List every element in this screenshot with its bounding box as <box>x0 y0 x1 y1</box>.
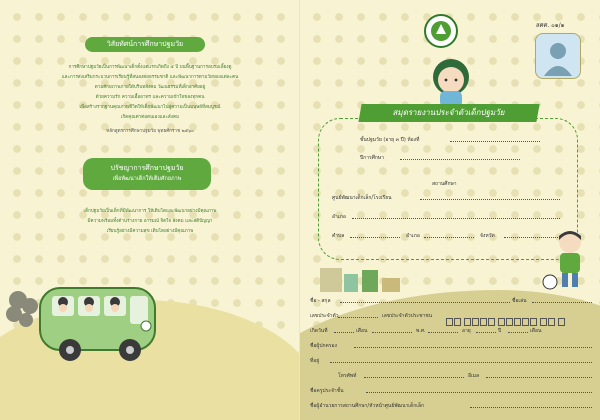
teacher-line[interactable] <box>366 392 592 393</box>
district-label: อำเภอ <box>332 214 346 220</box>
school-info-box <box>318 118 578 260</box>
subdistrict-line[interactable] <box>350 237 400 238</box>
birth-month-line[interactable] <box>372 332 412 333</box>
birth-month-label: เดือน <box>356 328 368 334</box>
birth-year-line[interactable] <box>428 332 458 333</box>
philosophy-subtitle: เพื่อพัฒนาเด็กให้เต็มศักยภาพ <box>112 176 182 182</box>
girl-illustration <box>428 55 474 107</box>
age-label: อายุ <box>462 328 471 334</box>
director-label: ชื่อผู้อำนวยการสถานศึกษา/หัวหน้าศูนย์พัฒนาเด็กเล็ก <box>310 403 425 409</box>
address-label: ที่อยู่ <box>310 358 320 364</box>
philosophy-title: ปรัชญาการศึกษาปฐมวัย <box>110 164 184 172</box>
guardian-label: ชื่อผู้ปกครอง <box>310 343 338 349</box>
bus-illustration <box>0 270 170 370</box>
district-line[interactable] <box>352 218 560 219</box>
document-code: สศศ. ๐๑/๑ <box>536 22 565 29</box>
exhaust-smoke <box>6 291 38 327</box>
email-label: อีเมล <box>468 373 480 379</box>
birth-year-label: พ.ศ. <box>416 328 426 334</box>
province-label: จังหวัด <box>480 233 495 239</box>
phone-label: โทรศัพท์ <box>338 373 357 379</box>
director-line[interactable] <box>470 407 592 408</box>
subdistrict-label: ตำบล <box>332 233 345 239</box>
boy-with-ball-illustration <box>540 228 600 294</box>
school-heading: สถานศึกษา <box>432 181 457 187</box>
student-id-label: เลขประจำตัว <box>310 313 339 319</box>
age-months-line[interactable] <box>508 332 528 333</box>
birth-day-line[interactable] <box>334 332 354 333</box>
phone-line[interactable] <box>364 377 464 378</box>
months-label: เดือน <box>530 328 542 334</box>
right-page <box>300 0 600 420</box>
name-line[interactable] <box>340 302 510 303</box>
profile-photo <box>535 33 581 79</box>
years-label: ปี <box>498 328 502 334</box>
nickname-line[interactable] <box>532 302 592 303</box>
student-id-line[interactable] <box>338 317 378 318</box>
year-line[interactable] <box>400 159 520 160</box>
school-line[interactable] <box>420 199 560 200</box>
birth-date-label: เกิดวันที่ <box>310 328 328 334</box>
left-page: วิสัยทัศน์การศึกษาปฐมวัย การศึกษาปฐมวัยเป็นการพัฒนาเด็กตั้งแต่แรกเกิดถึง ๕ ปี บนพื้นฐานการอบรมเลี้ยงดู และการส่งเสริมกระบวนการเรียนรู้ที่สนองต่อธรรมชาติ และพัฒนาการตามวัยของแต่ละคน ตามศักยภาพภายใต้บริบทสังคม วัฒนธรรมที่เด็กอาศัยอยู่ ด้วยความรัก ความเอื้ออาทร และความเข้าใจของทุกคน เพื่อสร้างรากฐานคุณภาพชีวิตให้เด็กพัฒนาไปสู่ความเป็นมนุษย์ที่สมบูรณ์ เกิดคุณค่าต่อตนเองและสังคม หลักสูตรการศึกษาปฐมวัย พุทธศักราช ๒๕๖๐ ปรัชญาการศึกษาปฐมวัย เพื่อพัฒนาเด็กให้เต็มศักยภาพ เด็กปฐมวัยเป็นเด็กที่มีพัฒนาการ ให้เติบโตและพัฒนาอย่างมีคุณภาพ มีความพร้อมทั้งด้านร่างกาย อารมณ์ จิตใจ สังคม และสติปัญญา เรียนรู้อย่างมีความสุข เติบโตอย่างมีคุณภาพ <box>0 0 300 420</box>
email-line[interactable] <box>486 377 592 378</box>
toy-blocks-illustration <box>318 258 408 294</box>
age-class-label: ชั้นปฐมวัย (อายุ ๓ ปี) ห้องที่ <box>360 137 420 143</box>
id-card-label: เลขประจำตัวประชาชน <box>382 313 433 319</box>
academic-year-label: ปีการศึกษา <box>360 155 384 161</box>
philosophy-banner <box>83 158 211 190</box>
room-line[interactable] <box>450 141 540 142</box>
teacher-label: ชื่อครูประจำชั้น <box>310 388 344 394</box>
address-line[interactable] <box>330 362 592 363</box>
nickname-label: ชื่อเล่น <box>512 298 527 304</box>
ground-hill <box>300 290 600 420</box>
school-label: ศูนย์พัฒนาเด็กเล็ก/โรงเรียน <box>332 195 392 201</box>
district2-line[interactable] <box>424 237 474 238</box>
district2-label: อำเภอ <box>406 233 420 239</box>
report-title: สมุดรายงานประจำตัวเด็กปฐมวัย <box>358 104 539 122</box>
school-emblem-icon <box>424 14 458 48</box>
age-years-line[interactable] <box>476 332 496 333</box>
name-label: ชื่อ - สกุล <box>310 298 331 304</box>
profile-photo-icon <box>536 34 580 78</box>
guardian-line[interactable] <box>354 347 592 348</box>
vision-banner: วิสัยทัศน์การศึกษาปฐมวัย <box>85 37 205 52</box>
